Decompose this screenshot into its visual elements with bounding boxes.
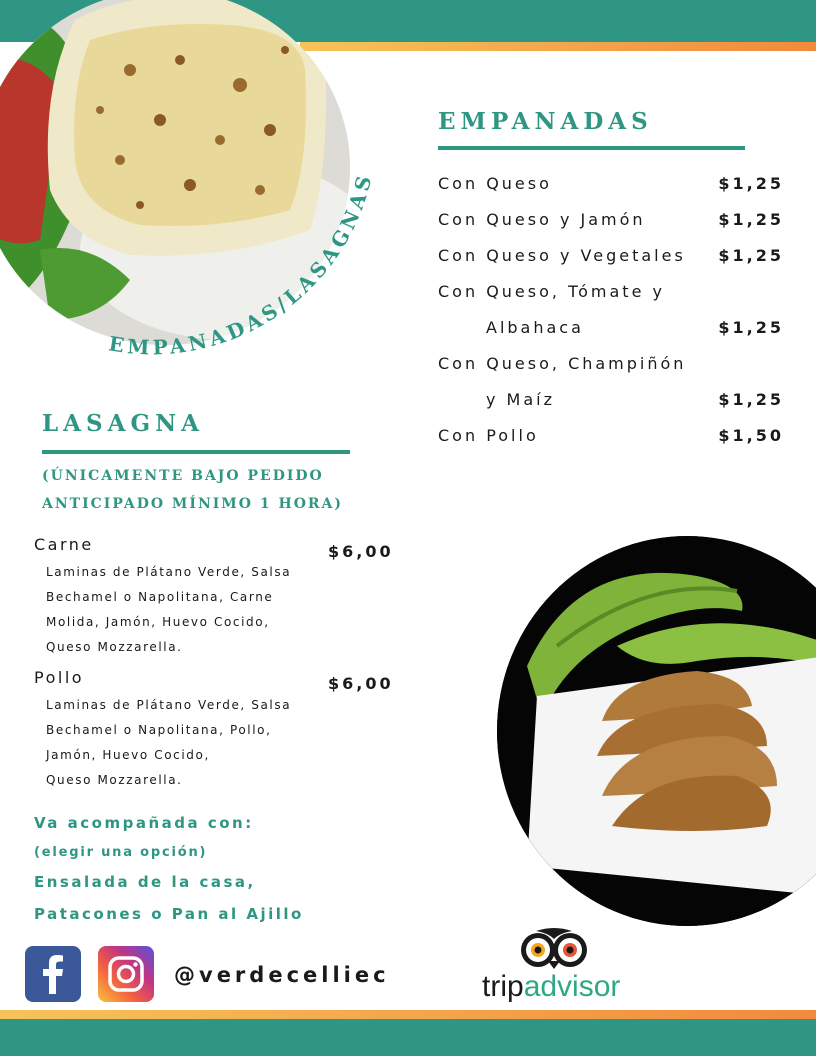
sides-title: Va acompañada con:: [34, 814, 254, 832]
empanadas-heading: EMPANADAS: [438, 108, 653, 135]
empanada-price: $1,50: [718, 426, 784, 445]
empanada-name: Con Queso y Vegetales: [438, 246, 686, 265]
description-line: Laminas de Plátano Verde, Salsa: [46, 565, 292, 579]
lasagna-item-description: [46, 560, 316, 660]
svg-text:EMPANADAS/LASAGNAS: [107, 170, 377, 360]
description-line: Jamón, Huevo Cocido,: [46, 748, 210, 762]
tripadvisor-logo[interactable]: [478, 925, 638, 1010]
lasagna-item-name: Carne: [34, 535, 94, 554]
tripadvisor-owl-icon: [478, 925, 638, 973]
lasagna-note-line2: ANTICIPADO MÍNIMO 1 HORA): [42, 496, 344, 512]
description-line: Molida, Jamón, Huevo Cocido,: [46, 615, 270, 629]
empanada-price: $1,25: [718, 318, 784, 337]
lasagna-item-name: Pollo: [34, 668, 85, 687]
lasagna-item-price: $6,00: [328, 674, 394, 693]
lasagna-heading: LASAGNA: [42, 410, 204, 437]
empanada-name: Con Queso, Champiñón: [438, 354, 687, 373]
sides-line1: Ensalada de la casa,: [34, 873, 256, 891]
bottom-banner: [0, 1019, 816, 1056]
description-line: Bechamel o Napolitana, Pollo,: [46, 723, 272, 737]
empanada-price: $1,25: [718, 246, 784, 265]
description-line: Queso Mozzarella.: [46, 640, 183, 654]
empanada-price: $1,25: [718, 174, 784, 193]
empanada-name: Con Pollo: [438, 426, 539, 445]
tripadvisor-wordmark: [482, 970, 620, 1004]
description-line: Laminas de Plátano Verde, Salsa: [46, 698, 292, 712]
instagram-icon[interactable]: [98, 946, 154, 1002]
sides-subtitle: (elegir una opción): [34, 845, 208, 860]
curved-section-title: [0, 0, 420, 400]
empanada-price: $1,25: [718, 390, 784, 409]
empanada-price: $1,25: [718, 210, 784, 229]
lasagna-item-price: $6,00: [328, 542, 394, 561]
empanada-name: Con Queso: [438, 174, 552, 193]
empanada-name: Con Queso y Jamón: [438, 210, 646, 229]
facebook-icon[interactable]: [25, 946, 81, 1002]
tripadvisor-advisor-text: advisor: [523, 970, 621, 1003]
empanada-item: [438, 354, 788, 414]
empanadas-heading-rule: [438, 146, 745, 150]
social-handle[interactable]: @verdecelliec: [174, 963, 390, 987]
empanada-name-continued: Albahaca: [486, 318, 584, 337]
tripadvisor-trip-text: trip: [482, 970, 524, 1003]
curved-title-text: EMPANADAS/LASAGNAS: [107, 169, 378, 360]
empanada-name-continued: y Maíz: [486, 390, 556, 409]
empanada-photo: [497, 536, 816, 926]
sides-line2: Patacones o Pan al Ajillo: [34, 905, 304, 923]
lasagna-item-description: [46, 693, 316, 793]
lasagna-heading-rule: [42, 450, 350, 454]
bottom-accent-stripe: [0, 1010, 816, 1019]
lasagna-note-line1: (ÚNICAMENTE BAJO PEDIDO: [42, 468, 324, 484]
description-line: Bechamel o Napolitana, Carne: [46, 590, 274, 604]
empanada-item: [438, 282, 788, 342]
description-line: Queso Mozzarella.: [46, 773, 183, 787]
empanada-name: Con Queso, Tómate y: [438, 282, 665, 301]
